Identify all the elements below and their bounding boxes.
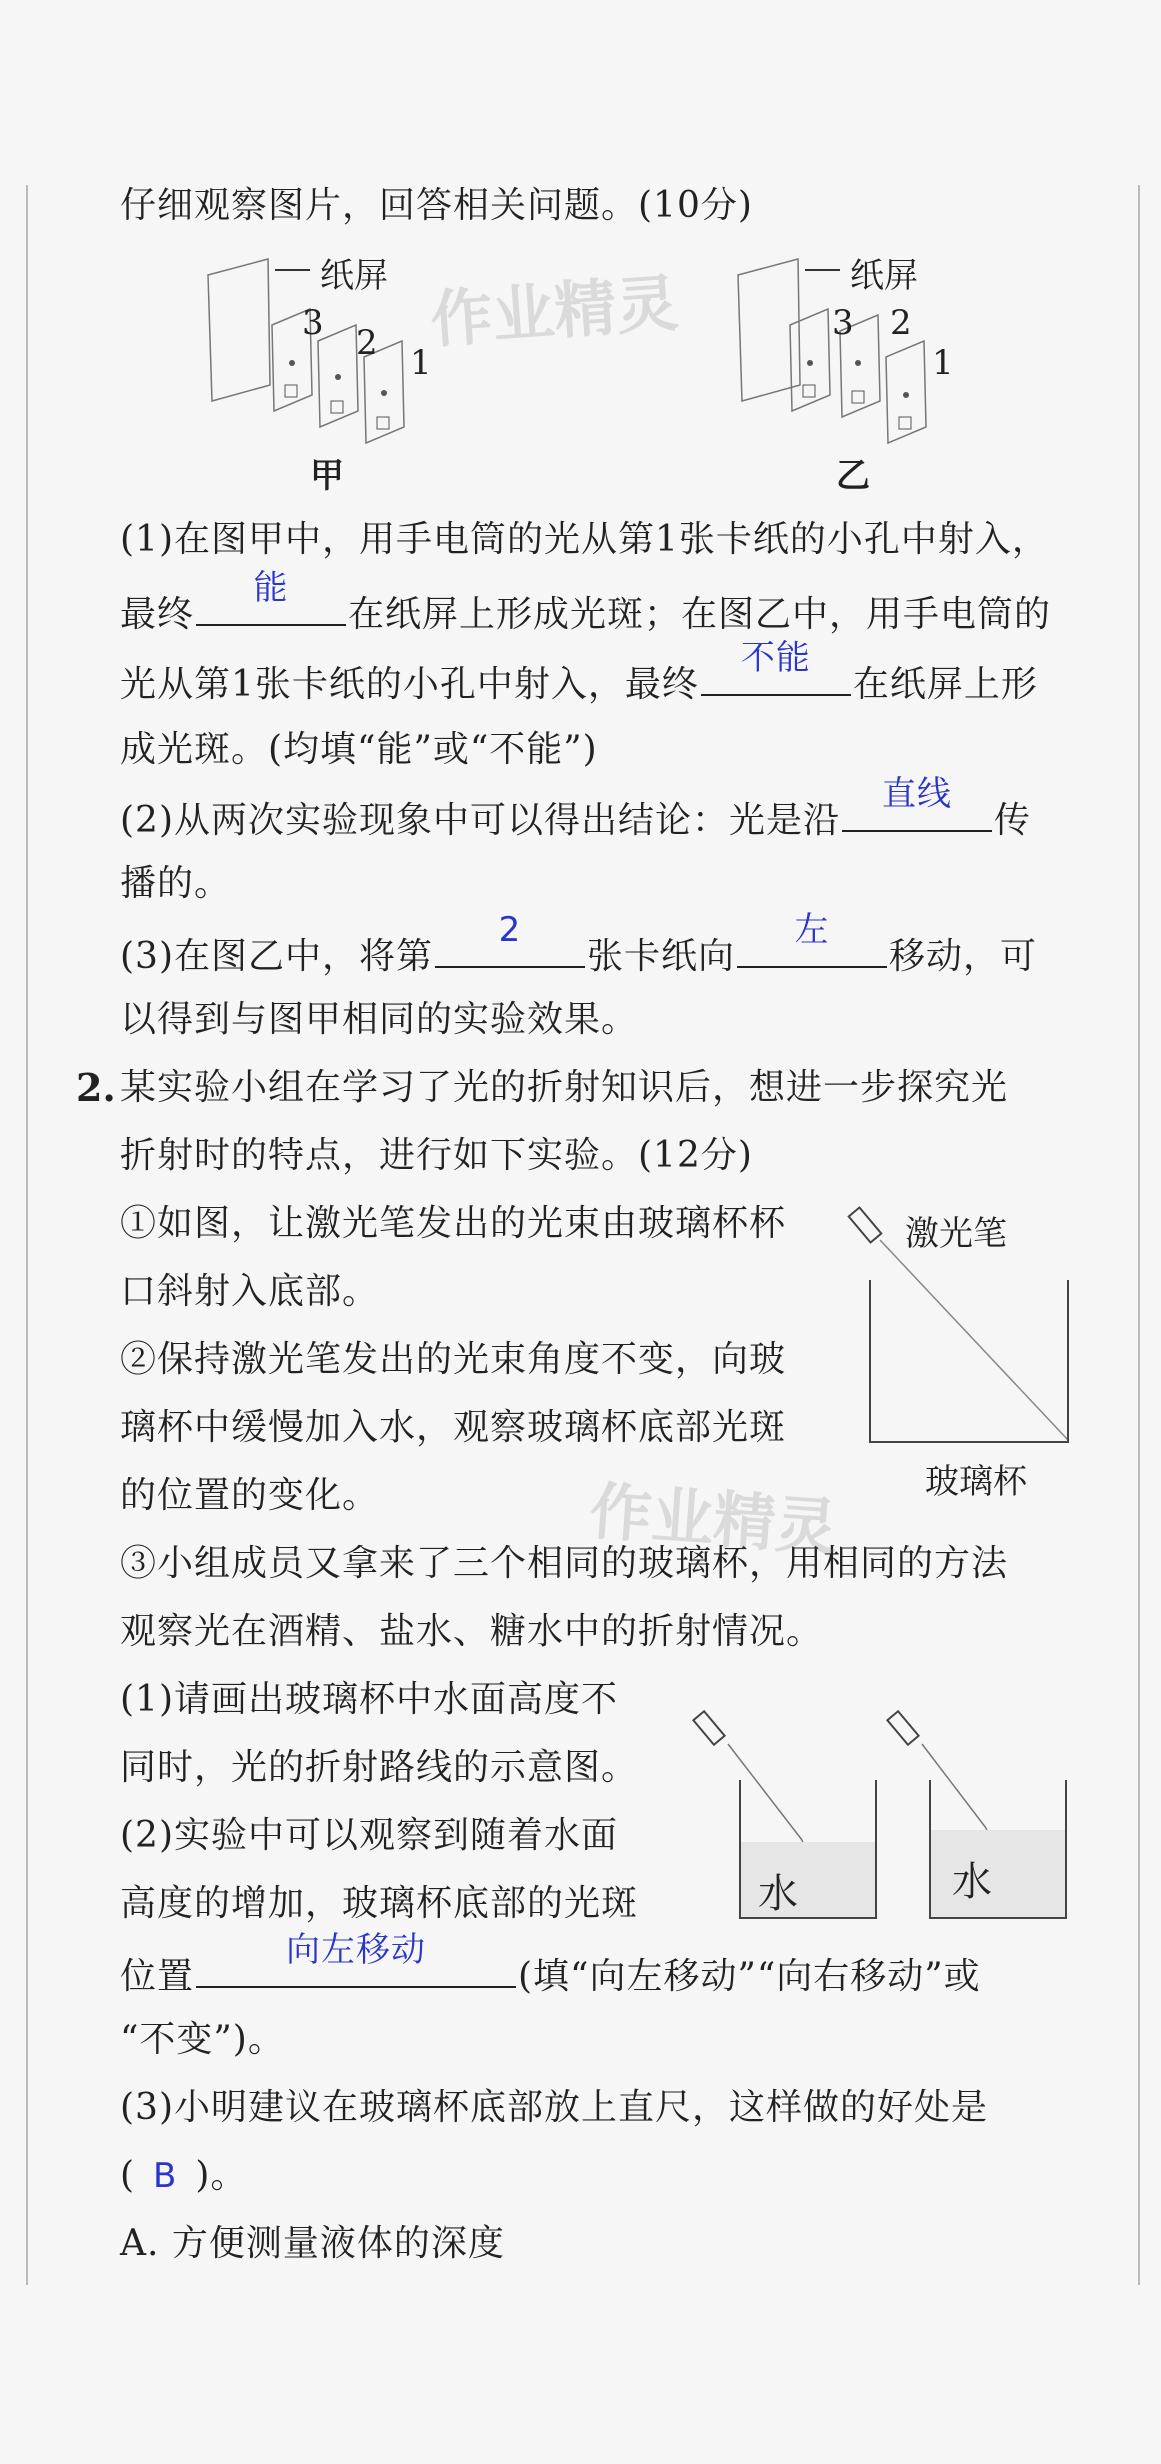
q1-p1-line4: 成光斑。(均填“能”或“不能”) [120, 729, 598, 770]
q2-step2-line2: 璃杯中缓慢加入水，观察玻璃杯底部光斑 [120, 1407, 787, 1448]
answer-text: 2 [498, 910, 522, 950]
q2-sq2-line4: “不变”)。 [120, 2019, 285, 2060]
q2-number: 2. [76, 1065, 116, 1110]
caption-jia: 甲 [310, 456, 344, 496]
card-stand [852, 391, 864, 403]
card-hole [855, 360, 861, 366]
answer-text: 能 [253, 568, 289, 608]
laser-pen-label: 激光笔 [905, 1214, 1007, 1254]
text: 光从第1张卡纸的小孔中射入，最终 [120, 664, 699, 705]
q1-p3-line2: 以得到与图甲相同的实验效果。 [120, 999, 639, 1040]
answer-blank-6 [196, 1930, 516, 1988]
light-beam [880, 1240, 1068, 1440]
q2-water-cups-figure [690, 1700, 1110, 1930]
text: 传 [994, 800, 1032, 841]
q1-intro: 仔细观察图片，回答相关问题。(10分) [120, 185, 753, 226]
water-fill [930, 1830, 1066, 1917]
water-label-right: 水 [952, 1859, 992, 1905]
text: ( [120, 2155, 136, 2196]
water-label-left: 水 [758, 1871, 798, 1917]
q2-line2: 折射时的特点，进行如下实验。(12分) [120, 1135, 753, 1176]
text: 最终 [120, 594, 195, 635]
text: (填“向左移动”“向右移动”或 [518, 1956, 981, 1997]
q2-step1-line2: 口斜射入底部。 [120, 1271, 380, 1312]
laser-pen-icon [887, 1711, 918, 1745]
text: 张卡纸向 [587, 936, 736, 977]
card-number-3-left: 3 [302, 303, 324, 343]
watermark-logo: 作业精灵 [428, 266, 681, 357]
q1-p2-line2: 播的。 [120, 863, 232, 904]
q2-step3-line1: ③小组成员又拿来了三个相同的玻璃杯，用相同的方法 [120, 1543, 1009, 1584]
q1-p3-line1 [120, 910, 1038, 983]
q1-p1-line3 [120, 638, 1038, 711]
incident-ray [922, 1744, 986, 1828]
q2-sq2-line3 [120, 1930, 981, 2003]
laser-pen-icon [693, 1711, 724, 1745]
screen-label-left: 纸屏 [320, 256, 388, 296]
answer-blank-2 [701, 638, 851, 696]
card-hole [289, 360, 295, 366]
answer-blank-4 [435, 910, 585, 968]
watermark-logo: 作业精灵 [587, 1474, 840, 1565]
q1-p2-line1 [120, 774, 1032, 847]
paper-screen-left [208, 259, 270, 401]
q2-line1: 某实验小组在学习了光的折射知识后，想进一步探究光 [120, 1067, 1009, 1108]
text: 在纸屏上形成光斑；在图乙中，用手电筒的 [348, 594, 1052, 635]
card-hole [903, 392, 909, 398]
left-border-line [26, 185, 28, 2285]
card-number-2-right: 2 [890, 303, 912, 343]
card-stand [803, 385, 815, 397]
card-number-1-right: 1 [932, 343, 954, 383]
glass-cup-label: 玻璃杯 [925, 1462, 1027, 1502]
card-stand [331, 401, 343, 413]
card-stand [377, 417, 389, 429]
q2-sq3-line2 [120, 2150, 247, 2202]
q2-step3-line2: 观察光在酒精、盐水、糖水中的折射情况。 [120, 1611, 824, 1652]
q1-p1-line2 [120, 568, 1052, 641]
text: 在纸屏上形 [852, 664, 1038, 705]
q2-sq1-line1: (1)请画出玻璃杯中水面高度不 [120, 1679, 618, 1720]
q2-step1-line1: ①如图，让激光笔发出的光束由玻璃杯杯 [120, 1203, 787, 1244]
q1-p1-line1: (1)在图甲中，用手电筒的光从第1张卡纸的小孔中射入， [120, 519, 1049, 560]
text: (2)从两次实验现象中可以得出结论：光是沿 [120, 800, 840, 841]
answer-text: 左 [794, 910, 830, 950]
answer-blank-1 [196, 568, 346, 626]
q2-step2-line1: ②保持激光笔发出的光束角度不变，向玻 [120, 1339, 787, 1380]
card-hole [381, 390, 387, 396]
glass-cup-outline [870, 1280, 1068, 1442]
card-number-1-left: 1 [410, 343, 432, 383]
caption-yi: 乙 [836, 456, 870, 496]
text: )。 [195, 2155, 248, 2196]
q2-sq2-line2: 高度的增加，玻璃杯底部的光斑 [120, 1883, 639, 1924]
answer-blank-3 [842, 774, 992, 832]
answer-choice: B [153, 2156, 178, 2196]
laser-pen-icon [849, 1207, 882, 1242]
text: (3)在图乙中，将第 [120, 936, 433, 977]
screen-label-right: 纸屏 [850, 256, 918, 296]
answer-text: 直线 [882, 774, 952, 814]
card-number-2-left: 2 [356, 323, 378, 363]
card-stand [899, 417, 911, 429]
q2-step2-line3: 的位置的变化。 [120, 1475, 380, 1516]
text: 移动，可 [889, 936, 1038, 977]
card-hole [335, 374, 341, 380]
right-border-line [1138, 185, 1140, 2285]
card-hole [807, 360, 813, 366]
answer-text: 不能 [740, 638, 811, 678]
card-number-3-right: 3 [832, 303, 854, 343]
q2-sq2-line1: (2)实验中可以观察到随着水面 [120, 1815, 618, 1856]
answer-text: 向左移动 [286, 1930, 427, 1970]
q2-option-a: A. 方便测量液体的深度 [120, 2223, 505, 2264]
q2-sq1-line2: 同时，光的折射路线的示意图。 [120, 1747, 639, 1788]
text: 位置 [120, 1956, 195, 1997]
q2-sq3-line1: (3)小明建议在玻璃杯底部放上直尺，这样做的好处是 [120, 2087, 988, 2128]
card-stand [285, 385, 297, 397]
answer-blank-5 [737, 910, 887, 968]
